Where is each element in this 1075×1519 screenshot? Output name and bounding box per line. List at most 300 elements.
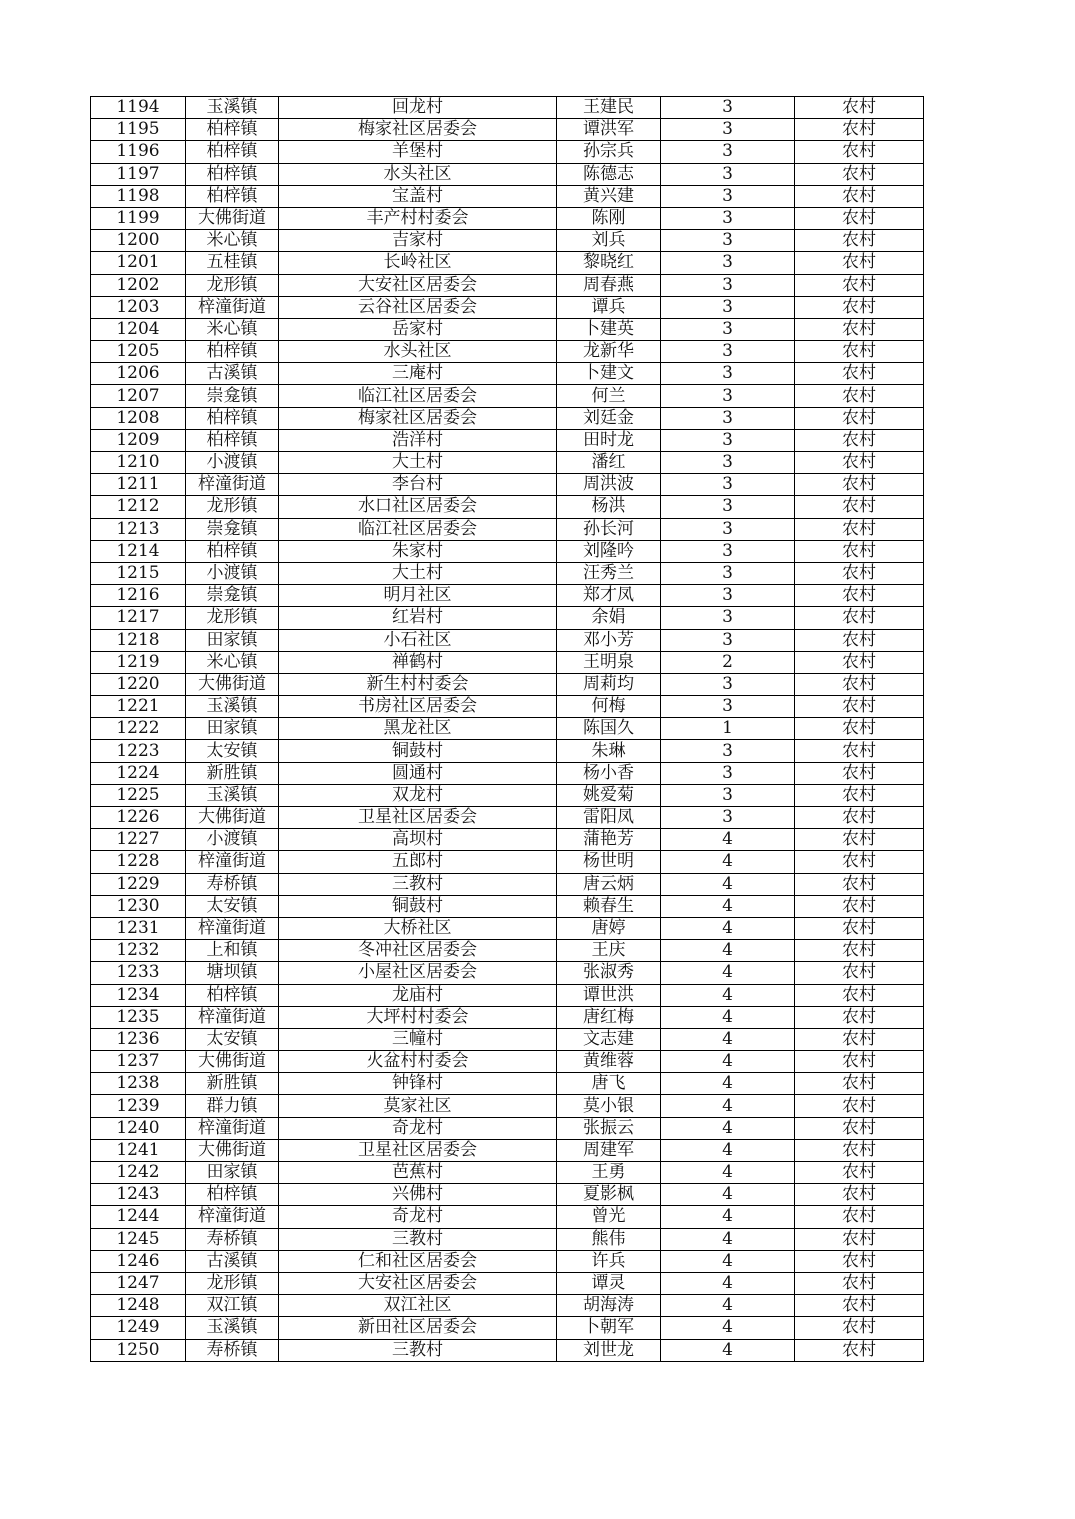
type-cell: 农村 [795,1051,924,1073]
count-cell: 3 [661,207,795,229]
row-number-cell: 1224 [91,762,186,784]
row-number-cell: 1203 [91,296,186,318]
village-cell: 禅鹤村 [279,651,557,673]
village-cell: 新生村村委会 [279,673,557,695]
count-cell: 3 [661,496,795,518]
row-number-cell: 1219 [91,651,186,673]
count-cell: 4 [661,940,795,962]
village-cell: 龙庙村 [279,984,557,1006]
name-cell: 卜朝军 [557,1317,661,1339]
name-cell: 蒲艳芳 [557,829,661,851]
village-cell: 三庵村 [279,363,557,385]
type-cell: 农村 [795,962,924,984]
type-cell: 农村 [795,252,924,274]
village-cell: 小屋社区居委会 [279,962,557,984]
town-cell: 小渡镇 [186,562,279,584]
type-cell: 农村 [795,895,924,917]
count-cell: 3 [661,607,795,629]
type-cell: 农村 [795,585,924,607]
name-cell: 唐云炳 [557,873,661,895]
row-number-cell: 1231 [91,917,186,939]
table-row [91,1162,924,1184]
count-cell: 4 [661,1250,795,1272]
row-number-cell: 1198 [91,185,186,207]
name-cell: 刘世龙 [557,1339,661,1361]
count-cell: 3 [661,696,795,718]
town-cell: 玉溪镇 [186,97,279,119]
village-cell: 长岭社区 [279,252,557,274]
village-cell: 红岩村 [279,607,557,629]
row-number-cell: 1247 [91,1272,186,1294]
row-number-cell: 1223 [91,740,186,762]
village-cell: 高坝村 [279,829,557,851]
count-cell: 1 [661,718,795,740]
table-row [91,696,924,718]
town-cell: 大佛街道 [186,673,279,695]
row-number-cell: 1234 [91,984,186,1006]
count-cell: 3 [661,452,795,474]
table-row [91,230,924,252]
type-cell: 农村 [795,718,924,740]
row-number-cell: 1205 [91,341,186,363]
name-cell: 周洪波 [557,474,661,496]
row-number-cell: 1202 [91,274,186,296]
name-cell: 田时龙 [557,429,661,451]
name-cell: 刘廷金 [557,407,661,429]
table-row [91,762,924,784]
row-number-cell: 1238 [91,1073,186,1095]
table-row [91,1250,924,1272]
type-cell: 农村 [795,341,924,363]
count-cell: 3 [661,429,795,451]
count-cell: 3 [661,318,795,340]
row-number-cell: 1197 [91,163,186,185]
table-row [91,607,924,629]
village-cell: 水头社区 [279,163,557,185]
row-number-cell: 1230 [91,895,186,917]
type-cell: 农村 [795,629,924,651]
town-cell: 梓潼街道 [186,917,279,939]
village-cell: 羊堡村 [279,141,557,163]
count-cell: 3 [661,363,795,385]
count-cell: 3 [661,274,795,296]
table-row [91,718,924,740]
row-number-cell: 1225 [91,784,186,806]
town-cell: 崇龛镇 [186,385,279,407]
name-cell: 王明泉 [557,651,661,673]
town-cell: 古溪镇 [186,363,279,385]
row-number-cell: 1215 [91,562,186,584]
name-cell: 杨小香 [557,762,661,784]
table-row [91,873,924,895]
town-cell: 米心镇 [186,230,279,252]
row-number-cell: 1213 [91,518,186,540]
name-cell: 朱琳 [557,740,661,762]
table-row [91,807,924,829]
town-cell: 梓潼街道 [186,474,279,496]
type-cell: 农村 [795,97,924,119]
village-cell: 李台村 [279,474,557,496]
row-number-cell: 1233 [91,962,186,984]
count-cell: 3 [661,518,795,540]
town-cell: 新胜镇 [186,762,279,784]
village-cell: 大安社区居委会 [279,1272,557,1294]
name-cell: 何梅 [557,696,661,718]
table-row [91,1117,924,1139]
count-cell: 3 [661,562,795,584]
count-cell: 4 [661,873,795,895]
type-cell: 农村 [795,562,924,584]
row-number-cell: 1208 [91,407,186,429]
table-row [91,341,924,363]
table-row [91,673,924,695]
count-cell: 3 [661,807,795,829]
count-cell: 4 [661,1006,795,1028]
row-number-cell: 1237 [91,1051,186,1073]
name-cell: 曾光 [557,1206,661,1228]
name-cell: 刘兵 [557,230,661,252]
row-number-cell: 1199 [91,207,186,229]
village-cell: 明月社区 [279,585,557,607]
village-cell: 三教村 [279,873,557,895]
table-row [91,296,924,318]
table-row [91,585,924,607]
town-cell: 田家镇 [186,1162,279,1184]
count-cell: 4 [661,984,795,1006]
village-cell: 大桥社区 [279,917,557,939]
table-row [91,1073,924,1095]
village-cell: 三教村 [279,1228,557,1250]
town-cell: 柏梓镇 [186,141,279,163]
row-number-cell: 1194 [91,97,186,119]
table-row [91,141,924,163]
town-cell: 柏梓镇 [186,407,279,429]
name-cell: 郑才凤 [557,585,661,607]
type-cell: 农村 [795,696,924,718]
village-cell: 奇龙村 [279,1117,557,1139]
table-row [91,940,924,962]
type-cell: 农村 [795,1339,924,1361]
row-number-cell: 1245 [91,1228,186,1250]
village-cell: 奇龙村 [279,1206,557,1228]
village-cell: 大土村 [279,452,557,474]
village-cell: 书房社区居委会 [279,696,557,718]
type-cell: 农村 [795,1250,924,1272]
table-row [91,562,924,584]
table-row [91,1028,924,1050]
name-cell: 唐婷 [557,917,661,939]
count-cell: 4 [661,1117,795,1139]
table-row [91,540,924,562]
roster-body [91,97,924,1362]
town-cell: 梓潼街道 [186,296,279,318]
name-cell: 孙长河 [557,518,661,540]
name-cell: 孙宗兵 [557,141,661,163]
name-cell: 王勇 [557,1162,661,1184]
count-cell: 4 [661,1028,795,1050]
name-cell: 卜建英 [557,318,661,340]
count-cell: 4 [661,1228,795,1250]
village-cell: 芭蕉村 [279,1162,557,1184]
town-cell: 柏梓镇 [186,119,279,141]
town-cell: 五桂镇 [186,252,279,274]
name-cell: 夏影枫 [557,1184,661,1206]
type-cell: 农村 [795,1228,924,1250]
count-cell: 3 [661,141,795,163]
town-cell: 龙形镇 [186,496,279,518]
village-cell: 仁和社区居委会 [279,1250,557,1272]
count-cell: 4 [661,1162,795,1184]
row-number-cell: 1214 [91,540,186,562]
table-row [91,163,924,185]
village-cell: 新田社区居委会 [279,1317,557,1339]
type-cell: 农村 [795,274,924,296]
type-cell: 农村 [795,407,924,429]
table-row [91,1095,924,1117]
type-cell: 农村 [795,385,924,407]
village-cell: 大土村 [279,562,557,584]
count-cell: 3 [661,585,795,607]
count-cell: 3 [661,296,795,318]
name-cell: 汪秀兰 [557,562,661,584]
name-cell: 黄兴建 [557,185,661,207]
village-cell: 卫星社区居委会 [279,807,557,829]
town-cell: 寿桥镇 [186,1228,279,1250]
count-cell: 4 [661,1295,795,1317]
row-number-cell: 1211 [91,474,186,496]
row-number-cell: 1195 [91,119,186,141]
name-cell: 陈德志 [557,163,661,185]
name-cell: 刘隆吟 [557,540,661,562]
type-cell: 农村 [795,518,924,540]
village-cell: 圆通村 [279,762,557,784]
count-cell: 4 [661,1317,795,1339]
row-number-cell: 1218 [91,629,186,651]
type-cell: 农村 [795,762,924,784]
name-cell: 谭洪军 [557,119,661,141]
table-row [91,385,924,407]
name-cell: 谭世洪 [557,984,661,1006]
row-number-cell: 1236 [91,1028,186,1050]
town-cell: 玉溪镇 [186,784,279,806]
town-cell: 柏梓镇 [186,341,279,363]
town-cell: 寿桥镇 [186,873,279,895]
row-number-cell: 1242 [91,1162,186,1184]
town-cell: 大佛街道 [186,1051,279,1073]
row-number-cell: 1232 [91,940,186,962]
town-cell: 小渡镇 [186,829,279,851]
town-cell: 崇龛镇 [186,518,279,540]
town-cell: 塘坝镇 [186,962,279,984]
type-cell: 农村 [795,474,924,496]
village-cell: 莫家社区 [279,1095,557,1117]
village-cell: 梅家社区居委会 [279,119,557,141]
table-row [91,1339,924,1361]
type-cell: 农村 [795,163,924,185]
table-row [91,252,924,274]
town-cell: 柏梓镇 [186,984,279,1006]
type-cell: 农村 [795,1117,924,1139]
name-cell: 卜建文 [557,363,661,385]
name-cell: 张淑秀 [557,962,661,984]
town-cell: 太安镇 [186,740,279,762]
table-row [91,452,924,474]
name-cell: 张振云 [557,1117,661,1139]
count-cell: 3 [661,97,795,119]
type-cell: 农村 [795,185,924,207]
count-cell: 3 [661,762,795,784]
village-cell: 铜鼓村 [279,740,557,762]
count-cell: 4 [661,962,795,984]
town-cell: 玉溪镇 [186,696,279,718]
village-cell: 水头社区 [279,341,557,363]
table-row [91,917,924,939]
table-row [91,97,924,119]
type-cell: 农村 [795,141,924,163]
count-cell: 3 [661,230,795,252]
name-cell: 陈国久 [557,718,661,740]
count-cell: 3 [661,385,795,407]
table-row [91,1006,924,1028]
type-cell: 农村 [795,1028,924,1050]
roster-table [90,96,924,1362]
town-cell: 龙形镇 [186,1272,279,1294]
name-cell: 杨洪 [557,496,661,518]
village-cell: 朱家村 [279,540,557,562]
row-number-cell: 1196 [91,141,186,163]
town-cell: 太安镇 [186,895,279,917]
type-cell: 农村 [795,429,924,451]
village-cell: 梅家社区居委会 [279,407,557,429]
count-cell: 4 [661,1272,795,1294]
name-cell: 黄维蓉 [557,1051,661,1073]
row-number-cell: 1220 [91,673,186,695]
table-row [91,518,924,540]
village-cell: 冬冲社区居委会 [279,940,557,962]
village-cell: 兴佛村 [279,1184,557,1206]
table-row [91,185,924,207]
row-number-cell: 1248 [91,1295,186,1317]
village-cell: 大坪村村委会 [279,1006,557,1028]
name-cell: 何兰 [557,385,661,407]
table-row [91,474,924,496]
village-cell: 黑龙社区 [279,718,557,740]
village-cell: 水口社区居委会 [279,496,557,518]
type-cell: 农村 [795,119,924,141]
row-number-cell: 1239 [91,1095,186,1117]
name-cell: 潘红 [557,452,661,474]
village-cell: 浩洋村 [279,429,557,451]
count-cell: 3 [661,252,795,274]
row-number-cell: 1228 [91,851,186,873]
count-cell: 4 [661,1051,795,1073]
table-row [91,1184,924,1206]
town-cell: 柏梓镇 [186,163,279,185]
town-cell: 大佛街道 [186,807,279,829]
count-cell: 4 [661,1139,795,1161]
row-number-cell: 1226 [91,807,186,829]
name-cell: 莫小银 [557,1095,661,1117]
type-cell: 农村 [795,651,924,673]
row-number-cell: 1235 [91,1006,186,1028]
count-cell: 3 [661,629,795,651]
count-cell: 4 [661,917,795,939]
row-number-cell: 1201 [91,252,186,274]
town-cell: 米心镇 [186,651,279,673]
count-cell: 4 [661,851,795,873]
row-number-cell: 1249 [91,1317,186,1339]
village-cell: 五郎村 [279,851,557,873]
row-number-cell: 1221 [91,696,186,718]
name-cell: 胡海涛 [557,1295,661,1317]
town-cell: 柏梓镇 [186,185,279,207]
table-row [91,1272,924,1294]
row-number-cell: 1212 [91,496,186,518]
table-row [91,651,924,673]
name-cell: 雷阳凤 [557,807,661,829]
count-cell: 4 [661,829,795,851]
count-cell: 4 [661,895,795,917]
name-cell: 许兵 [557,1250,661,1272]
table-row [91,851,924,873]
count-cell: 4 [661,1339,795,1361]
name-cell: 王庆 [557,940,661,962]
name-cell: 周春燕 [557,274,661,296]
table-row [91,496,924,518]
count-cell: 3 [661,673,795,695]
count-cell: 4 [661,1073,795,1095]
village-cell: 丰产村村委会 [279,207,557,229]
town-cell: 梓潼街道 [186,1117,279,1139]
row-number-cell: 1206 [91,363,186,385]
type-cell: 农村 [795,917,924,939]
table-row [91,1317,924,1339]
village-cell: 卫星社区居委会 [279,1139,557,1161]
town-cell: 崇龛镇 [186,585,279,607]
town-cell: 小渡镇 [186,452,279,474]
type-cell: 农村 [795,230,924,252]
type-cell: 农村 [795,1162,924,1184]
village-cell: 双龙村 [279,784,557,806]
table-row [91,1051,924,1073]
row-number-cell: 1227 [91,829,186,851]
name-cell: 余娟 [557,607,661,629]
village-cell: 临江社区居委会 [279,518,557,540]
type-cell: 农村 [795,1139,924,1161]
table-row [91,363,924,385]
name-cell: 邓小芳 [557,629,661,651]
table-row [91,318,924,340]
type-cell: 农村 [795,851,924,873]
table-row [91,895,924,917]
type-cell: 农村 [795,829,924,851]
name-cell: 王建民 [557,97,661,119]
row-number-cell: 1200 [91,230,186,252]
town-cell: 梓潼街道 [186,1006,279,1028]
town-cell: 双江镇 [186,1295,279,1317]
type-cell: 农村 [795,1206,924,1228]
count-cell: 4 [661,1095,795,1117]
town-cell: 大佛街道 [186,1139,279,1161]
town-cell: 新胜镇 [186,1073,279,1095]
count-cell: 4 [661,1184,795,1206]
name-cell: 赖春生 [557,895,661,917]
row-number-cell: 1244 [91,1206,186,1228]
town-cell: 太安镇 [186,1028,279,1050]
type-cell: 农村 [795,363,924,385]
type-cell: 农村 [795,1095,924,1117]
type-cell: 农村 [795,1006,924,1028]
